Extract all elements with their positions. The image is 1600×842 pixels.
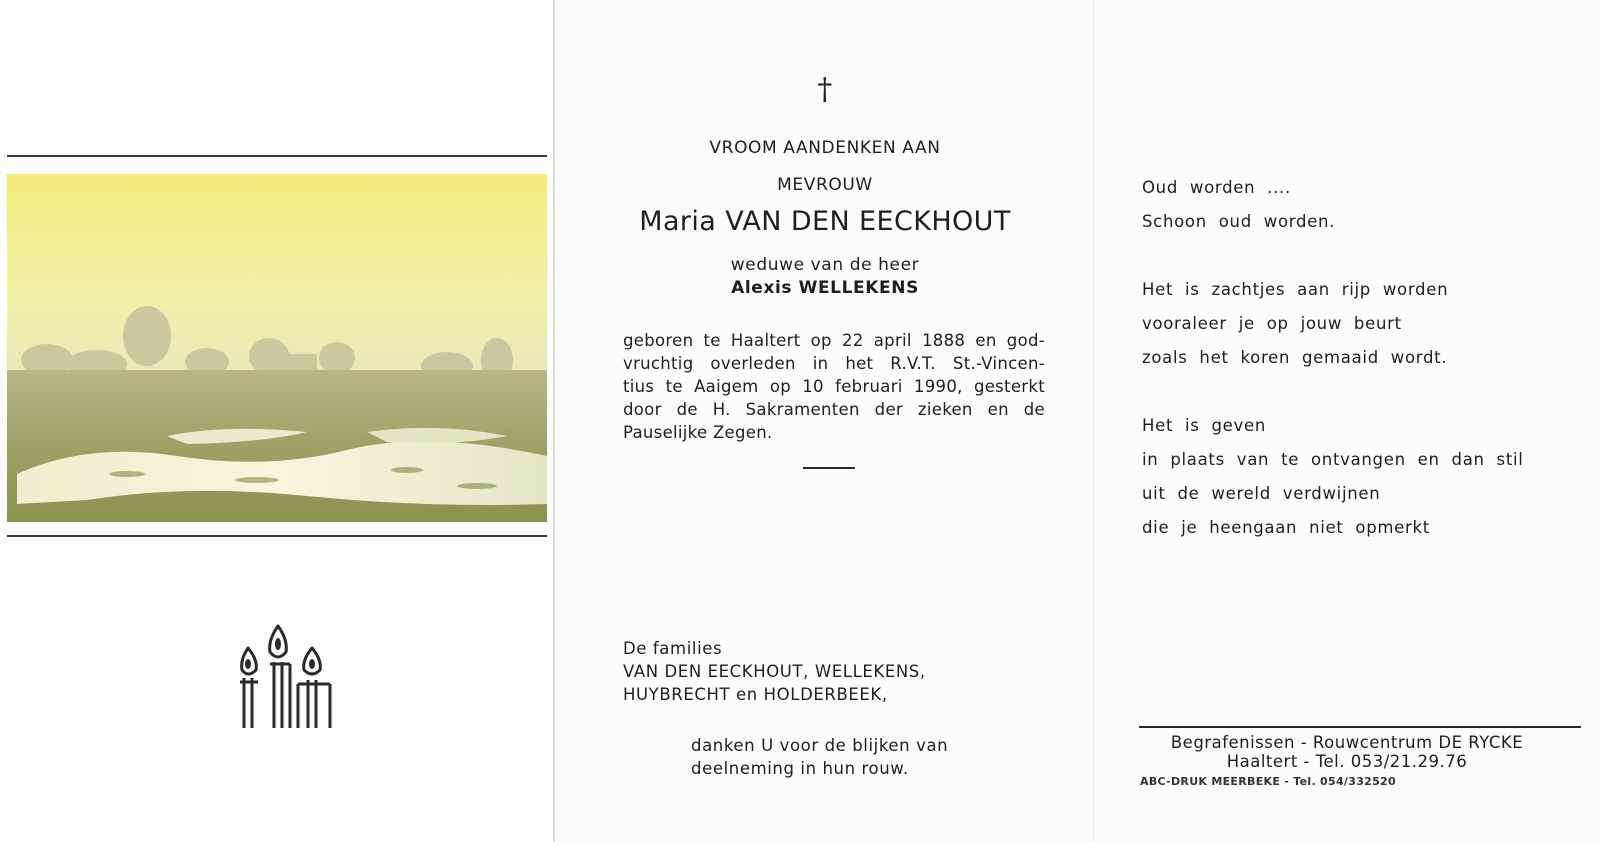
undertaker-info	[1142, 733, 1552, 771]
printer-credit: ABC-DRUK MEERBEKE - Tel. 054/332520	[1140, 775, 1396, 788]
biography-line: geboren te Haaltert op 22 april 1888 en god-	[623, 331, 1045, 350]
poem-line: Het is zachtjes aan rijp worden	[1142, 280, 1449, 299]
biography-line: door de H. Sakramenten der zieken en de	[623, 400, 1045, 419]
poem-line: Het is geven	[1142, 416, 1266, 435]
families-line: HUYBRECHT en HOLDERBEEK,	[623, 685, 888, 704]
biography-line: Pauselijke Zegen.	[623, 423, 773, 442]
heading-line-2: MEVROUW	[777, 175, 873, 195]
cross-icon: †	[817, 72, 833, 107]
thanks-line: danken U voor de blijken van	[691, 736, 949, 755]
deceased-name: Maria VAN DEN EECKHOUT	[639, 206, 1011, 237]
families-line: VAN DEN EECKHOUT, WELLEKENS,	[623, 662, 926, 681]
poem-line: die je heengaan niet opmerkt	[1142, 518, 1430, 537]
thanks-block	[691, 734, 948, 780]
thanks-line: deelneming in hun rouw.	[691, 759, 909, 778]
poem-line: Oud worden ....	[1142, 178, 1291, 197]
biography	[623, 329, 1045, 444]
biography-line: vruchtig overleden in het R.V.T. St.-Vincen-	[623, 354, 1045, 373]
poem-line: Schoon oud worden.	[1142, 212, 1336, 231]
poem-line: zoals het koren gemaaid wordt.	[1142, 348, 1448, 367]
landscape-photo-image	[7, 174, 547, 522]
families-block	[623, 637, 926, 706]
spouse-name: Alexis WELLEKENS	[731, 278, 919, 298]
widow-of-label: weduwe van de heer	[730, 255, 920, 275]
card-front-panel	[0, 0, 553, 842]
photo-bottom-rule	[7, 535, 547, 537]
undertaker-phone: Haaltert - Tel. 053/21.29.76	[1226, 752, 1468, 771]
separator-rule	[803, 467, 855, 469]
card-poem-panel	[1093, 0, 1600, 842]
landscape-photo	[7, 174, 547, 522]
heading-line-1: VROOM AANDENKEN AAN	[709, 138, 941, 158]
undertaker-name: Begrafenissen - Rouwcentrum DE RYCKE	[1170, 733, 1524, 752]
photo-top-rule	[7, 155, 547, 157]
poem-line: uit de wereld verdwijnen	[1142, 484, 1381, 503]
candles-icon	[240, 618, 336, 738]
families-line: De families	[623, 639, 723, 658]
poem-line: vooraleer je op jouw beurt	[1142, 314, 1402, 333]
biography-line: tius te Aaigem op 10 februari 1990, gesterkt	[623, 377, 1045, 396]
card-text-panel	[553, 0, 1095, 842]
poem-line: in plaats van te ontvangen en dan stil	[1142, 450, 1524, 469]
footer-rule	[1139, 726, 1581, 728]
